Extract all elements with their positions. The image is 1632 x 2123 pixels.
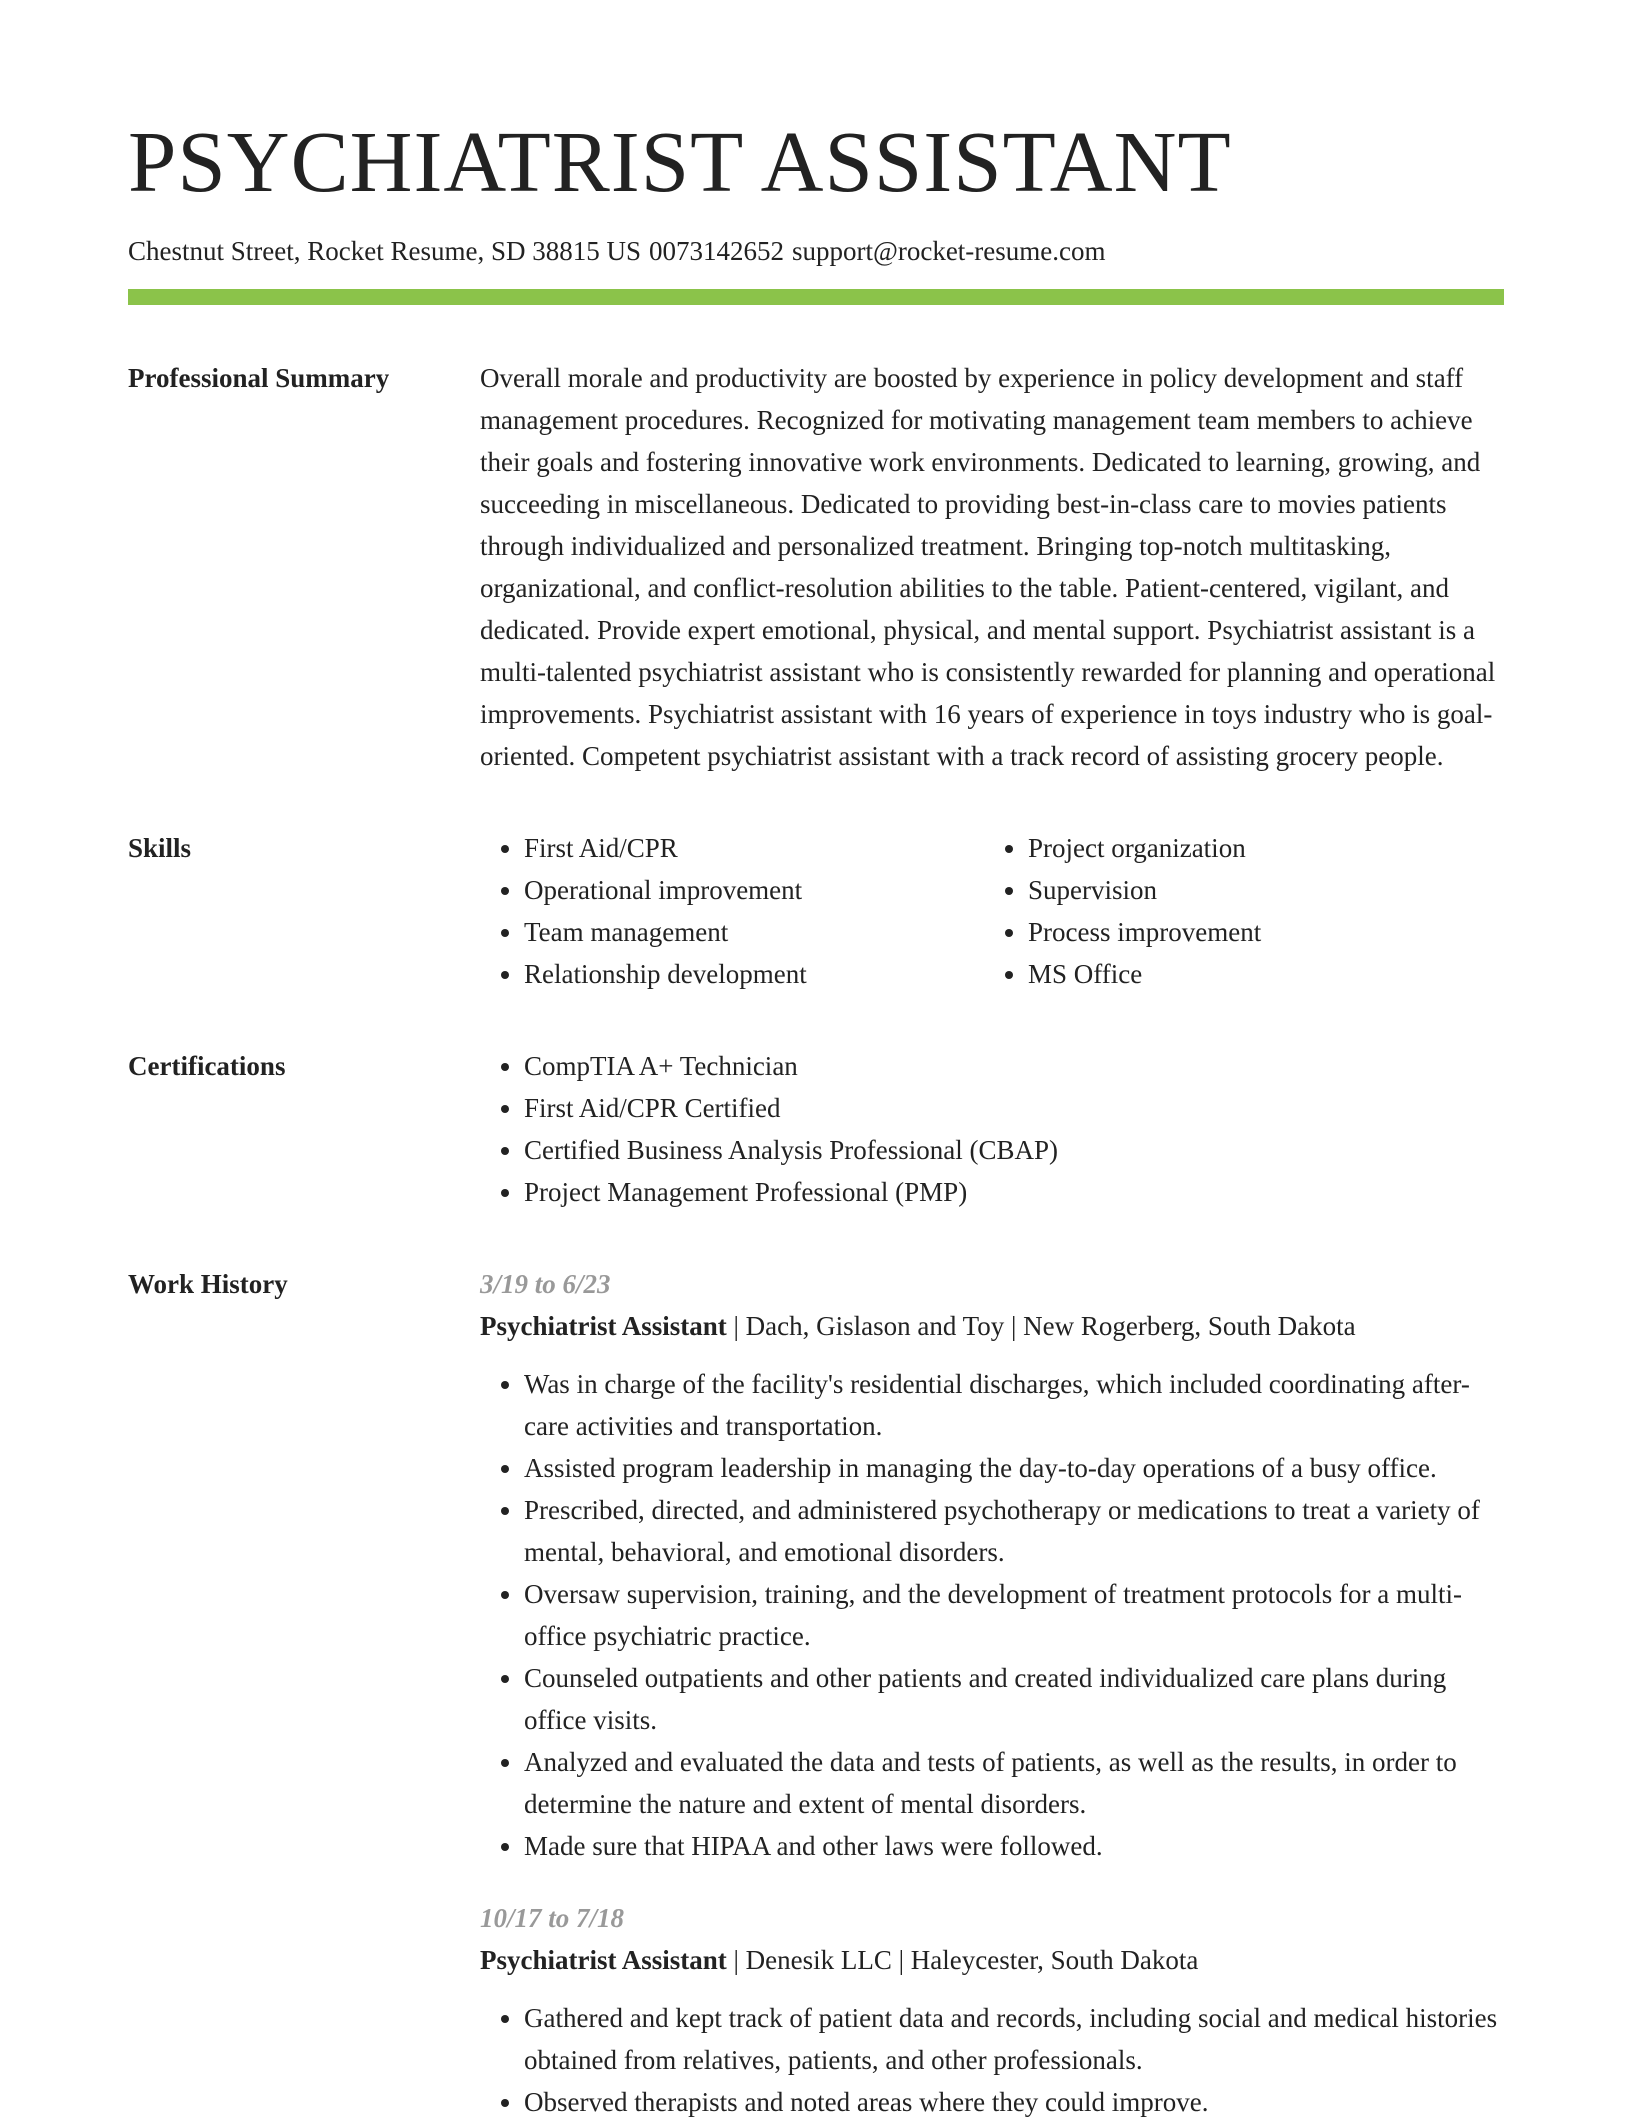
skill-item: • MS Office: [1028, 953, 1488, 995]
certifications-content: [480, 1045, 1504, 1213]
skills-list-right: [984, 827, 1488, 995]
skills-list-left: [480, 827, 984, 995]
job-title-line: [480, 1305, 1504, 1347]
section-certifications: [128, 1045, 1504, 1213]
job-title-line: [480, 1939, 1504, 1981]
skill-item: • First Aid/CPR: [524, 827, 984, 869]
skills-grid: [480, 827, 1504, 995]
section-label-summary: Professional Summary: [128, 363, 390, 394]
skill-item: • Relationship development: [524, 953, 984, 995]
job-bullet: • Counseled outpatients and other patients and created individualized care plans during office visits.: [524, 1657, 1504, 1741]
contact-address: Chestnut Street, Rocket Resume, SD 38815 US: [128, 236, 641, 266]
job-details: | Denesik LLC | Haleycester, South Dakota: [733, 1945, 1199, 1976]
job-details: | Dach, Gislason and Toy | New Rogerberg, South Dakota: [733, 1311, 1356, 1342]
job-title: Psychiatrist Assistant: [480, 1311, 727, 1342]
job-bullet: • Oversaw supervision, training, and the development of treatment protocols for a multi-office psychiatric practice.: [524, 1573, 1504, 1657]
contact-line: [128, 235, 1504, 267]
skill-item: • Supervision: [1028, 869, 1488, 911]
header-divider: [128, 289, 1504, 305]
section-label-skills: Skills: [128, 833, 192, 864]
skill-item: • Process improvement: [1028, 911, 1488, 953]
job-bullet: • Observed therapists and noted areas where they could improve.: [524, 2081, 1504, 2123]
section-summary: [128, 357, 1504, 777]
contact-email: support@rocket-resume.com: [791, 236, 1106, 266]
job-entry: [480, 1897, 1504, 2123]
job-bullet: • Was in charge of the facility's residential discharges, which included coordinating after-care activities and transportation.: [524, 1363, 1504, 1447]
certification-item: • Project Management Professional (PMP): [524, 1171, 1504, 1213]
certifications-list: [480, 1045, 1504, 1213]
job-bullet: • Prescribed, directed, and administered psychotherapy or medications to treat a variety of mental, behavioral, and emotional disorders.: [524, 1489, 1504, 1573]
skill-item: • Team management: [524, 911, 984, 953]
work-history-content: [480, 1263, 1504, 2123]
contact-phone: 0073142652: [648, 236, 784, 266]
skill-item: • Project organization: [1028, 827, 1488, 869]
section-label-work-history: Work History: [128, 1269, 288, 1300]
certification-item: • CompTIA A+ Technician: [524, 1045, 1504, 1087]
skill-item: • Operational improvement: [524, 869, 984, 911]
job-dates: 3/19 to 6/23: [480, 1269, 611, 1300]
job-bullet: • Made sure that HIPAA and other laws were followed.: [524, 1825, 1504, 1867]
summary-text: Overall morale and productivity are boosted by experience in policy development and staff management procedures. Recognized for motivating management team members to achieve their goals and fostering innovative work environments. Dedicated to learning, growing, and succeeding in miscellaneous. Dedicated to providing best-in-class care to movies patients through individualized and personalized treatment. Bringing top-notch multitasking, organizational, and conflict-resolution abilities to the table. Patient-centered, vigilant, and dedicated. Provide expert emotional, physical, and mental support. Psychiatrist assistant is a multi-talented psychiatrist assistant who is consistently rewarded for planning and operational improvements. Psychiatrist assistant with 16 years of experience in toys industry who is goal-oriented. Competent psychiatrist assistant with a track record of assisting grocery people.: [480, 363, 1496, 772]
summary-content: [480, 357, 1504, 777]
certification-item: • First Aid/CPR Certified: [524, 1087, 1504, 1129]
section-skills: [128, 827, 1504, 995]
job-entry: [480, 1263, 1504, 1867]
job-bullets: [480, 1997, 1504, 2123]
job-bullet: • Analyzed and evaluated the data and tests of patients, as well as the results, in order to determine the nature and extent of mental disorders.: [524, 1741, 1504, 1825]
job-bullets: [480, 1363, 1504, 1867]
job-bullet: • Assisted program leadership in managing the day-to-day operations of a busy office.: [524, 1447, 1504, 1489]
job-title: Psychiatrist Assistant: [480, 1945, 727, 1976]
candidate-name: PSYCHIATRIST ASSISTANT: [128, 113, 1232, 210]
section-work-history: [128, 1263, 1504, 2123]
certification-item: • Certified Business Analysis Professional (CBAP): [524, 1129, 1504, 1171]
job-bullet: • Gathered and kept track of patient data and records, including social and medical histories obtained from relatives, patients, and other professionals.: [524, 1997, 1504, 2081]
section-label-certifications: Certifications: [128, 1051, 286, 1082]
job-dates: 10/17 to 7/18: [480, 1903, 625, 1934]
